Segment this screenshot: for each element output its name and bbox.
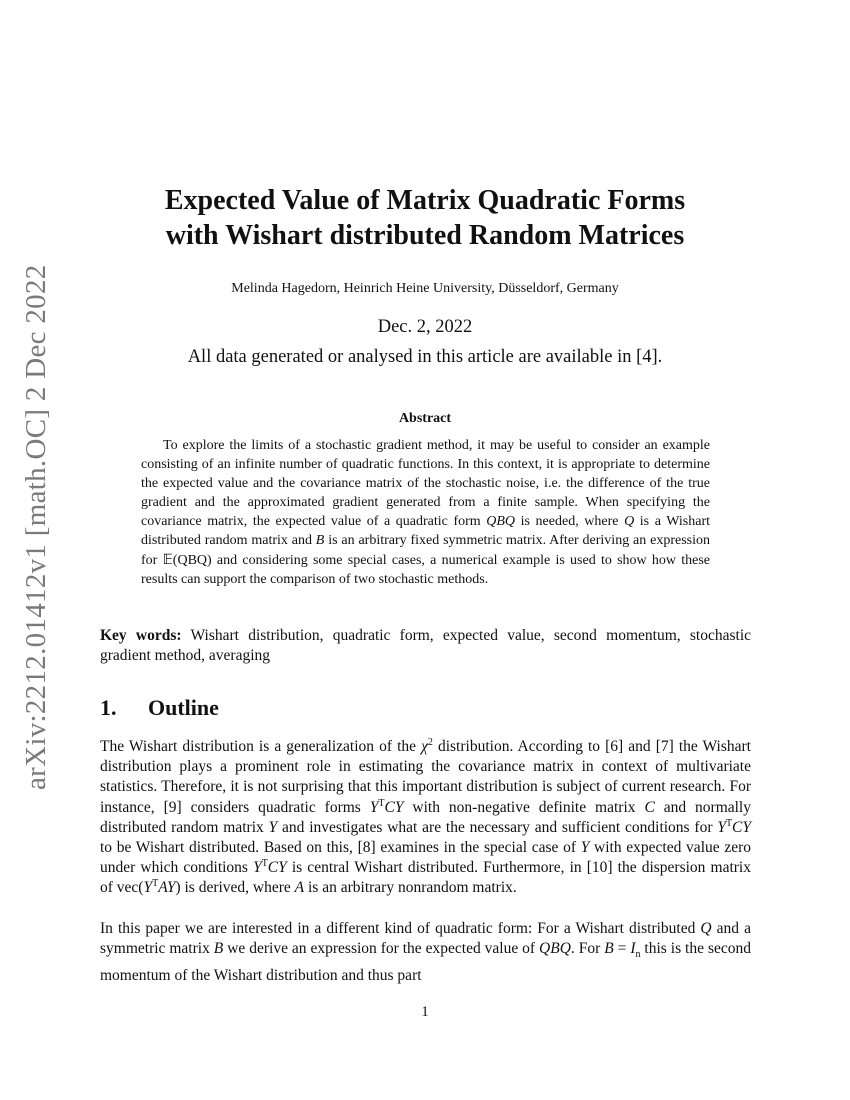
section-title: Outline <box>148 695 219 720</box>
abstract-heading: Abstract <box>398 411 452 426</box>
title-line-1: Expected Value of Matrix Quadratic Forms <box>164 185 686 216</box>
keywords-list: Wishart distribution, quadratic form, expected value, second momentum, stochastic gradient method, averaging <box>100 627 752 664</box>
keywords-label: Key words: <box>100 627 182 644</box>
arxiv-identifier[interactable]: arXiv:2212.01412v1 [math.OC] 2 Dec 2022 <box>20 264 52 790</box>
paragraph-2: In this paper we are interested in a different kind of quadratic form: For a Wishart distributed Q and a symmetric matrix B we derive an expression for the expected value of QBQ. For $B = I_n$ this is the second momentum of the Wishart distribution and thus part <box>100 920 751 984</box>
page-number: 1 <box>421 1004 429 1020</box>
abstract-text: To explore the limits of a stochastic gradient method, it may be useful to consider an example consisting of an infinite number of quadratic functions. In this context, it is appropriate to determine the expected value and the covariance matrix of the stochastic noise, i.e. the difference of the true gradient and the approximated gradient generated from a finite sample. When specifying the covariance matrix, the expected value of a quadratic form QBQ is needed, where Q is a Wishart distributed random matrix and B is an arbitrary fixed symmetric matrix. After deriving an expression for 𝔼(QBQ) and considering some special cases, a numerical example is used to show how these results can support the comparison of two stochastic methods. <box>141 438 711 587</box>
paper-title <box>100 183 750 253</box>
data-availability-statement: All data generated or analysed in this article are available in [4]. <box>187 347 663 367</box>
author-affiliation: Melinda Hagedorn, Heinrich Heine University, Düsseldorf, Germany <box>231 281 619 296</box>
keywords <box>100 626 751 666</box>
title-line-2: with Wishart distributed Random Matrices <box>165 220 685 251</box>
section-heading-outline <box>100 695 219 721</box>
publication-date: Dec. 2, 2022 <box>377 317 473 337</box>
section-number: 1. <box>100 695 117 720</box>
paragraph-1: The Wishart distribution is a generalization of the $\chi^2$ distribution. According to [6] and [7] the Wishart distribution plays a prominent role in estimating the covariance matrix in context of multivariate statistics. Therefore, it is not surprising that this important distribution is subject of current research. For instance, [9] considers quadratic forms $Y^TCY$ with non-negative definite matrix C and normally distributed random matrix Y and investigates what are the necessary and sufficient conditions for $Y^TCY$ to be Wishart distributed. Based on this, [8] examines in the special case of Y with expected value zero under which conditions $Y^TCY$ is central Wishart distributed. Furthermore, in [10] the dispersion matrix of $vec(Y^TAY)$ is derived, where A is an arbitrary nonrandom matrix. <box>100 737 752 897</box>
